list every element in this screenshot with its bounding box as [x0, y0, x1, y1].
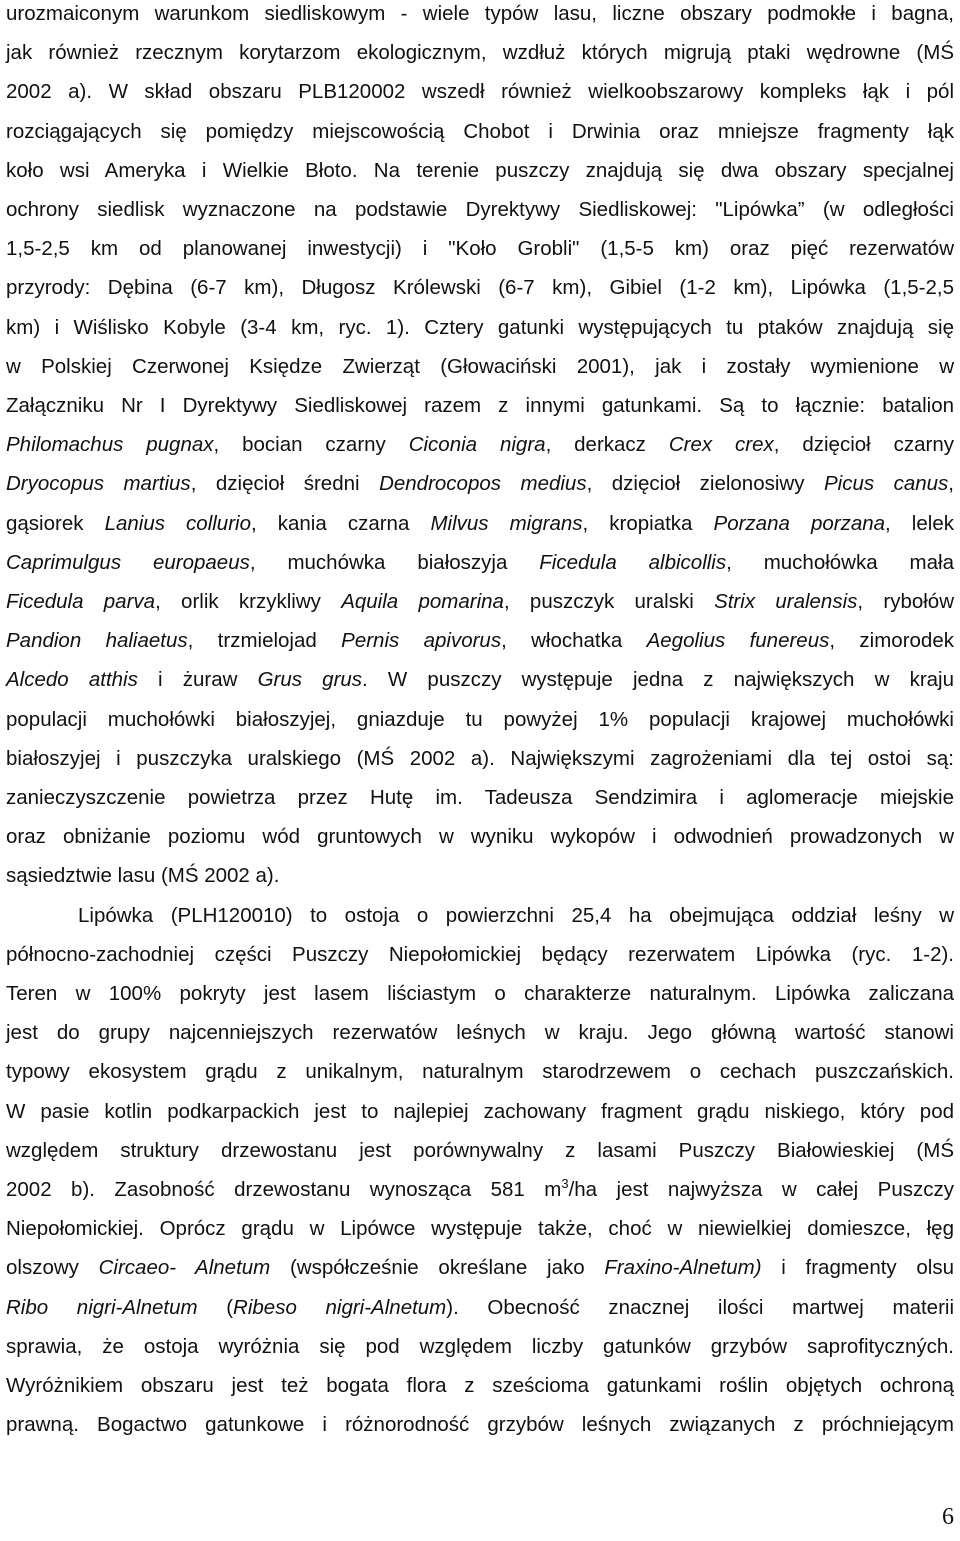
- text-span: , zimorodek: [829, 629, 954, 653]
- text-span: Wyróżnikiem obszaru jest też bogata flora z sześcioma gatunkami roślin objętych ochroną: [6, 1374, 954, 1397]
- italic-text-span: Pernis apivorus: [341, 629, 502, 653]
- superscript-text: 3: [561, 1176, 569, 1192]
- text-span: w Polskiej Czerwonej Księdze Zwierząt (Głowaciński 2001), jak i zostały wymienione w: [6, 354, 954, 378]
- text-line: [6, 1137, 954, 1165]
- text-line: [6, 627, 954, 655]
- italic-text-span: Aegolius funereus: [646, 629, 830, 653]
- italic-text-span: Caprimulgus europaeus: [6, 550, 250, 574]
- text-line: [6, 1254, 954, 1282]
- text-span: ,: [948, 472, 954, 496]
- text-line: [6, 1176, 954, 1204]
- italic-text-span: Ribo nigri-Alnetum: [6, 1295, 198, 1319]
- text-span: względem struktury drzewostanu jest porównywalny z lasami Puszczy Białowieskiej (MŚ: [6, 1138, 954, 1162]
- text-line: [6, 549, 954, 577]
- text-span: , dzięcioł czarny: [773, 433, 954, 457]
- text-line: [6, 235, 954, 263]
- text-line: [6, 118, 954, 146]
- italic-text-span: Pandion haliaetus: [6, 629, 188, 653]
- text-line: [6, 314, 954, 342]
- text-span: typowy ekosystem grądu z unikalnym, naturalnym starodrzewem o cechach puszczańskich.: [6, 1060, 954, 1084]
- italic-text-span: Crex crex: [668, 433, 774, 457]
- text-span: 2002 a). W skład obszaru PLB120002 wszedł również wielkoobszarowy kompleks łąk i pól: [6, 80, 954, 104]
- text-span: sąsiedztwie lasu (MŚ 2002 a).: [6, 864, 280, 888]
- text-span: W pasie kotlin podkarpackich jest to najlepiej zachowany fragment grądu niskiego, który pod: [6, 1099, 954, 1123]
- italic-text-span: Circaeo- Alnetum: [98, 1256, 271, 1280]
- text-span: prawną. Bogactwo gatunkowe i różnorodność grzybów leśnych związanych z próchniejącym: [6, 1413, 954, 1437]
- text-span: , puszczyk uralski: [503, 590, 715, 613]
- italic-text-span: Dryocopus martius: [6, 472, 191, 496]
- text-span: Niepołomickiej. Oprócz grądu w Lipówce występuje także, choć w niewielkiej domieszce, łęg: [6, 1217, 954, 1241]
- text-line: [6, 1019, 954, 1047]
- italic-text-span: Ciconia nigra: [408, 433, 546, 457]
- text-span: białoszyjej i puszczyka uralskiego (MŚ 2002 a). Największymi zagrożeniami dla tej ostoi są:: [6, 746, 954, 770]
- text-span: , muchówka białoszyja: [249, 550, 540, 574]
- text-span: (: [197, 1295, 234, 1319]
- italic-text-span: Strix uralensis: [714, 590, 858, 613]
- text-span: Załączniku Nr I Dyrektywy Siedliskowej razem z innymi gatunkami. Są to łącznie: batalion: [6, 394, 954, 417]
- text-span: . W puszczy występuje jedna z największych w kraju: [362, 668, 955, 692]
- italic-text-span: Philomachus pugnax: [6, 433, 214, 457]
- italic-text-span: Fraxino-Alnetum): [604, 1256, 762, 1280]
- text-line: [6, 1333, 954, 1361]
- text-span: i fragmenty olsu: [761, 1256, 954, 1280]
- text-span: , dzięcioł średni: [190, 472, 380, 496]
- text-span: , rybołów: [857, 590, 955, 613]
- text-span: , kania czarna: [250, 511, 431, 535]
- text-span: ochrony siedlisk wyznaczone na podstawie Dyrektywy Siedliskowej: "Lipówka” (w odległości: [6, 198, 954, 221]
- text-line: [6, 1372, 954, 1400]
- italic-text-span: Dendrocopos medius: [379, 472, 587, 496]
- italic-text-span: Lanius collurio: [104, 511, 251, 535]
- text-line: [6, 39, 954, 67]
- text-span: (współcześnie określane jako: [270, 1256, 605, 1280]
- text-line: [6, 823, 954, 851]
- text-span: , dzięcioł zielonosiwy: [586, 472, 824, 496]
- text-span: zanieczyszczenie powietrza przez Hutę im. Tadeusza Sendzimira i aglomeracje miejskie: [6, 786, 954, 809]
- text-span: 1,5-2,5 km od planowanej inwestycji) i "Koło Grobli" (1,5-5 km) oraz pięć rezerwatów: [6, 237, 954, 261]
- text-line: [6, 1098, 954, 1126]
- text-line: [6, 588, 954, 616]
- italic-text-span: Alcedo atthis: [6, 668, 138, 692]
- text-line: [6, 431, 954, 459]
- text-span: olszowy: [6, 1256, 99, 1280]
- text-line: [6, 0, 954, 28]
- text-span: gąsiorek: [6, 511, 105, 535]
- italic-text-span: Ribeso nigri-Alnetum: [233, 1295, 447, 1319]
- text-span: , muchołówka mała: [726, 550, 954, 574]
- text-span: , trzmielojad: [187, 629, 342, 653]
- text-span: Teren w 100% pokryty jest lasem liściastym o charakterze naturalnym. Lipówka zaliczana: [6, 982, 954, 1005]
- italic-text-span: Porzana porzana: [713, 511, 886, 535]
- text-span: jak również rzecznym korytarzom ekologicznym, wzdłuż których migrują ptaki wędrowne (MŚ: [6, 41, 954, 65]
- text-span: oraz obniżanie poziomu wód gruntowych w wyniku wykopów i odwodnień prowadzonych w: [6, 825, 954, 849]
- text-line: [6, 706, 954, 734]
- page-number: 6: [942, 1504, 954, 1530]
- text-line: [6, 862, 954, 890]
- text-span: sprawia, że ostoja wyróżnia się pod względem liczby gatunków grzybów saprofityczných.: [6, 1334, 954, 1358]
- text-span: rozciągających się pomiędzy miejscowością Chobot i Drwinia oraz mniejsze fragmenty łąk: [6, 119, 954, 143]
- text-span: , lelek: [885, 511, 954, 535]
- text-line: [6, 941, 954, 969]
- text-span: km) i Wiślisko Kobyle (3-4 km, ryc. 1). Cztery gatunki występujących tu ptaków znajdują się: [6, 315, 954, 339]
- italic-text-span: Aquila pomarina: [341, 590, 504, 613]
- text-span: , kropiatka: [582, 511, 714, 535]
- text-span: Lipówka (PLH120010) to ostoja o powierzchni 25,4 ha obejmująca oddział leśny w: [78, 903, 954, 927]
- text-span: , orlik krzykliwy: [155, 590, 342, 613]
- text-line: [6, 784, 954, 812]
- text-line: [6, 1058, 954, 1086]
- text-line: [6, 745, 954, 773]
- text-line: [78, 902, 954, 930]
- text-span: przyrody: Dębina (6-7 km), Długosz Królewski (6-7 km), Gibiel (1-2 km), Lipówka (1,5-2,5: [6, 276, 954, 300]
- text-line: [6, 1411, 954, 1439]
- text-span: 2002 b). Zasobność drzewostanu wynosząca 581 m: [6, 1178, 562, 1201]
- text-line: [6, 157, 954, 185]
- italic-text-span: Ficedula albicollis: [539, 550, 727, 574]
- text-line: [6, 353, 954, 381]
- text-span: ). Obecność znacznej ilości martwej materii: [446, 1295, 955, 1319]
- text-line: [6, 274, 954, 302]
- italic-text-span: Picus canus: [823, 472, 949, 496]
- text-span: północno-zachodniej części Puszczy Niepołomickiej będący rezerwatem Lipówka (ryc. 1-2).: [6, 942, 954, 966]
- text-span: populacji muchołówki białoszyjej, gniazduje tu powyżej 1% populacji krajowej muchołówki: [6, 707, 954, 731]
- text-line: [6, 510, 954, 538]
- text-line: [6, 392, 954, 420]
- text-line: [6, 78, 954, 106]
- text-span: urozmaiconym warunkom siedliskowym - wiele typów lasu, liczne obszary podmokłe i bagna,: [6, 2, 954, 25]
- italic-text-span: Milvus migrans: [430, 511, 583, 535]
- text-line: [6, 196, 954, 224]
- text-line: [6, 666, 954, 694]
- text-line: [6, 980, 954, 1008]
- text-span: /ha jest najwyższa w całej Puszczy: [568, 1178, 955, 1201]
- text-line: [6, 470, 954, 498]
- text-span: , włochatka: [501, 629, 647, 653]
- text-span: jest do grupy najcenniejszych rezerwatów leśnych w kraju. Jego główną wartość stanowi: [6, 1021, 954, 1045]
- text-line: [6, 1294, 954, 1322]
- text-span: , bocian czarny: [213, 433, 409, 457]
- italic-text-span: Grus grus: [257, 668, 363, 692]
- text-span: koło wsi Ameryka i Wielkie Błoto. Na terenie puszczy znajdują się dwa obszary specjalnej: [6, 158, 954, 182]
- text-span: , derkacz: [545, 433, 669, 457]
- italic-text-span: Ficedula parva: [6, 590, 156, 613]
- text-line: [6, 1215, 954, 1243]
- text-span: i żuraw: [137, 668, 258, 692]
